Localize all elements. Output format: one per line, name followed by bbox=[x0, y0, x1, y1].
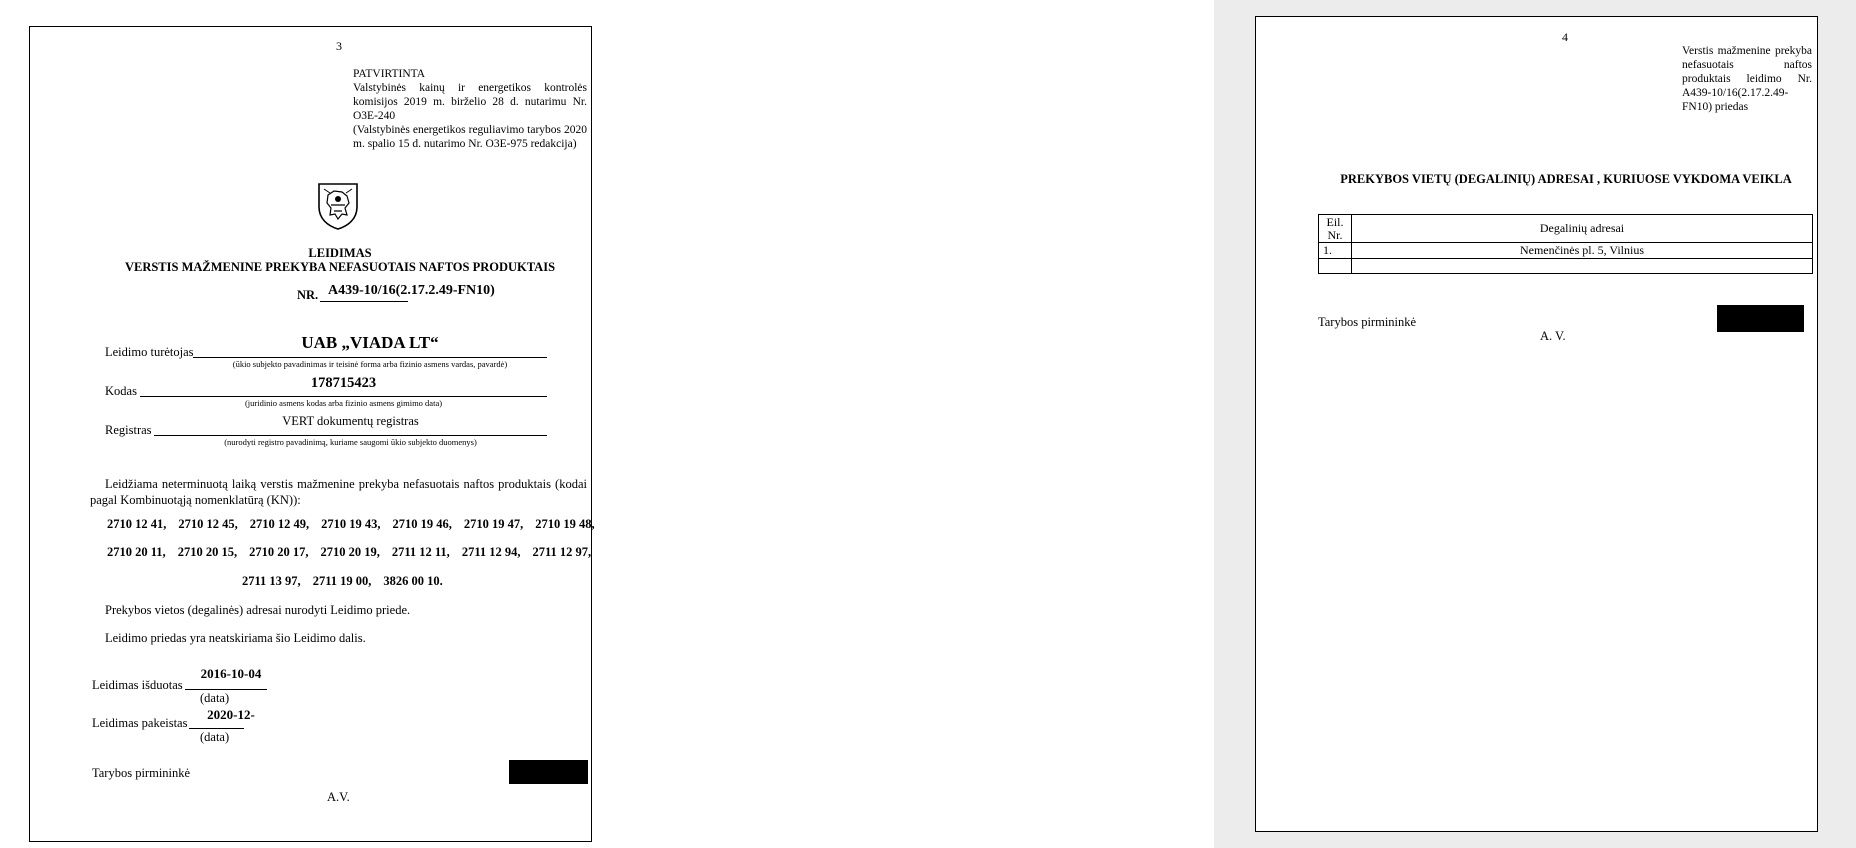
page-number: 4 bbox=[1562, 30, 1568, 44]
permit-number-underline bbox=[320, 301, 408, 302]
code-underline bbox=[140, 396, 547, 397]
registry-underline bbox=[154, 435, 547, 436]
registry-caption: (nurodyti registro pavadinimą, kuriame saugomi ūkio subjekto duomenys) bbox=[224, 437, 477, 447]
holder-label: Leidimo turėtojas bbox=[105, 345, 194, 359]
annex-note: Leidimo priedas yra neatskiriama šio Leidimo dalis. bbox=[105, 631, 366, 645]
row-address: Nemenčinės pl. 5, Vilnius bbox=[1352, 243, 1813, 259]
redacted-signature bbox=[509, 760, 588, 784]
kn-code: 2710 20 19, bbox=[320, 545, 380, 559]
table-row bbox=[1319, 259, 1813, 274]
annex-reference: Verstis mažmenine prekyba nefasuotais naftos produktais leidimo Nr. A439-10/16(2.17.2.49-FN10) priedas bbox=[1682, 45, 1812, 113]
row-number bbox=[1319, 259, 1352, 274]
col-address-header: Degalinių adresai bbox=[1352, 215, 1813, 243]
approval-block bbox=[353, 67, 587, 151]
kn-code: 2711 19 00, bbox=[312, 574, 372, 588]
kn-code: 2711 13 97, bbox=[242, 574, 301, 588]
kn-code: 2710 20 17, bbox=[249, 545, 309, 559]
issued-caption: (data) bbox=[200, 691, 230, 705]
page-number: 3 bbox=[336, 39, 342, 53]
kn-code: 2711 12 11, bbox=[391, 545, 450, 559]
row-address bbox=[1352, 259, 1813, 274]
redacted-signature bbox=[1717, 305, 1804, 332]
kn-code: 2710 20 11, bbox=[107, 545, 166, 559]
approval-text: Valstybinės kainų ir energetikos kontrolės komisijos 2019 m. birželio 28 d. nutarimu Nr. O3E-240 bbox=[353, 82, 587, 122]
table-header-row bbox=[1319, 215, 1813, 243]
changed-caption: (data) bbox=[200, 730, 230, 744]
kn-code: 2710 19 47, bbox=[463, 517, 524, 531]
issued-underline bbox=[185, 689, 267, 690]
holder-caption: (ūkio subjekto pavadinimas ir teisinė forma arba fizinio asmens vardas, pavardė) bbox=[232, 359, 508, 369]
approval-edition: (Valstybinės energetikos reguliavimo tarybos 2020 m. spalio 15 d. nutarimo Nr. O3E-975 redakcija) bbox=[353, 124, 587, 150]
col-number-header: Eil. Nr. bbox=[1319, 215, 1352, 243]
code-label: Kodas bbox=[105, 384, 137, 398]
code-caption: (juridinio asmens kodas arba fizinio asmens gimimo data) bbox=[244, 398, 443, 408]
changed-underline bbox=[189, 728, 244, 729]
code-value: 178715423 bbox=[310, 375, 377, 391]
table-row bbox=[1319, 243, 1813, 259]
holder-underline bbox=[193, 357, 547, 358]
registry-label: Registras bbox=[105, 423, 152, 437]
kn-code: 2710 20 15, bbox=[177, 545, 238, 559]
chair-label: Tarybos pirmininkė bbox=[1318, 315, 1417, 329]
left-page-sheet bbox=[0, 0, 618, 848]
chair-label: Tarybos pirmininkė bbox=[92, 766, 191, 780]
kn-codes-row-1 bbox=[107, 517, 607, 532]
kn-code: 2710 12 45, bbox=[178, 517, 238, 531]
stamp-label: A. V. bbox=[1540, 329, 1566, 343]
changed-label: Leidimas pakeistas bbox=[92, 716, 188, 730]
permission-text: Leidžiama neterminuotą laiką verstis mažmenine prekyba nefasuotais naftos produktais (kodai pagal Kombinuotąją nomenklatūrą (KN)): bbox=[90, 477, 587, 507]
permit-number-label: NR. bbox=[297, 288, 319, 302]
permit-title: LEIDIMAS bbox=[308, 246, 372, 260]
issued-value: 2016-10-04 bbox=[200, 666, 262, 681]
kn-code: 2710 12 49, bbox=[249, 517, 310, 531]
kn-code: 2711 12 94, bbox=[461, 545, 521, 559]
kn-codes-row-2 bbox=[107, 545, 603, 560]
annex-title: PREKYBOS VIETŲ (DEGALINIŲ) ADRESAI , KURIUOSE VYKDOMA VEIKLA bbox=[1340, 172, 1792, 186]
kn-codes-row-3 bbox=[242, 574, 455, 589]
permit-subtitle: VERSTIS MAŽMENINE PREKYBA NEFASUOTAIS NAFTOS PRODUKTAIS bbox=[124, 260, 556, 274]
kn-code: 2710 12 41, bbox=[107, 517, 167, 531]
right-page-sheet bbox=[618, 0, 1812, 848]
stamp-label: A.V. bbox=[327, 790, 350, 804]
addresses-table bbox=[1318, 214, 1813, 274]
approval-heading: PATVIRTINTA bbox=[353, 68, 426, 80]
kn-code: 3826 00 10. bbox=[383, 574, 443, 588]
kn-code: 2710 19 43, bbox=[321, 517, 381, 531]
kn-code: 2710 19 48, bbox=[535, 517, 595, 531]
changed-value: 2020-12- bbox=[207, 707, 255, 722]
coat-of-arms-icon bbox=[316, 181, 360, 231]
right-page-frame bbox=[1255, 16, 1818, 832]
row-number: 1. bbox=[1319, 243, 1352, 259]
issued-label: Leidimas išduotas bbox=[92, 678, 183, 692]
addresses-note: Prekybos vietos (degalinės) adresai nurodyti Leidimo priede. bbox=[105, 603, 411, 617]
registry-value: VERT dokumentų registras bbox=[282, 414, 419, 428]
holder-value: UAB „VIADA LT“ bbox=[301, 333, 439, 352]
kn-code: 2710 19 46, bbox=[392, 517, 452, 531]
kn-code: 2711 12 97, bbox=[532, 545, 592, 559]
permit-number-value: A439-10/16(2.17.2.49-FN10) bbox=[328, 283, 495, 298]
left-page-frame bbox=[29, 26, 595, 842]
